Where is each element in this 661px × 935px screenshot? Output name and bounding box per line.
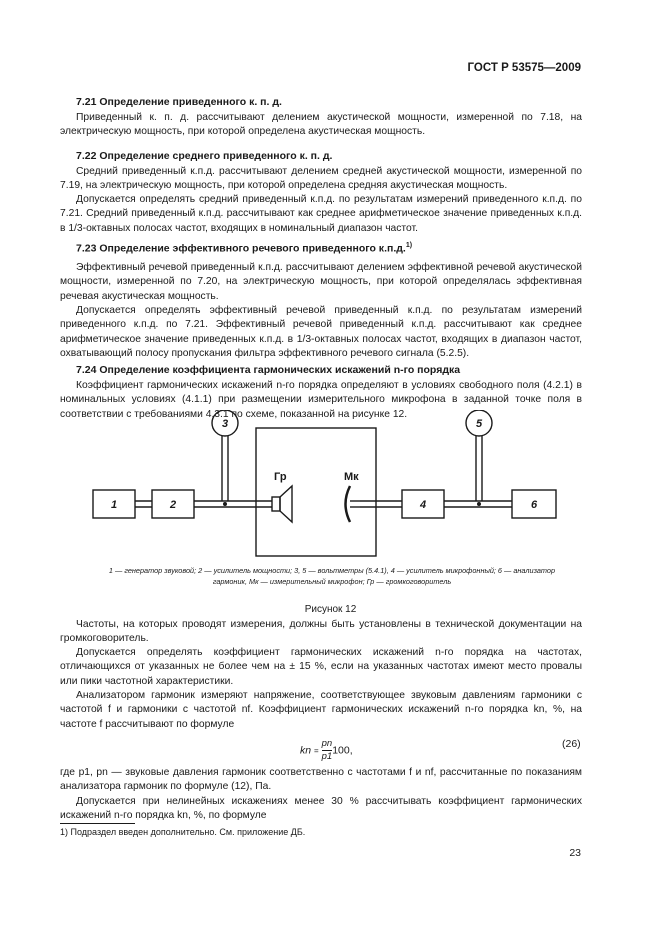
footnote: 1) Подраздел введен дополнительно. См. приложение ДБ.	[60, 827, 306, 837]
block-1-label: 1	[110, 499, 118, 511]
paragraph: Частоты, на которых проводят измерения, должны быть установлены в технической документации на громкоговоритель.	[60, 619, 582, 645]
paragraph: Анализатором гармоник измеряют напряжение, соответствующее звуковым давлениям гармоники с частотой f и гармоники с частотой nf. Коэффициент гармонических искажений n-го порядка kn, %, на частоте f рассчитывают по формуле	[60, 690, 582, 730]
figure-caption: 1 — генератор звуковой; 2 — усилитель мощности; 3, 5 — вольтметры (5.4.1), 4 — усилитель микрофонный; 6 — анализатор гармоник, Мк — измерительный микрофон; Гр — громкоговоритель	[108, 566, 556, 586]
meter-5-label: 5	[475, 418, 483, 430]
page-number: 23	[569, 847, 581, 859]
paragraph: Допускается при нелинейных искажениях менее 30 % рассчитывать коэффициент гармонических искажений n-го порядка kn, %, по формуле	[60, 796, 582, 822]
paragraph: Приведенный к. п. д. рассчитывают делением акустической мощности, измеренной по 7.18, на электрическую мощность, при которой определена акустическая мощность.	[60, 112, 582, 138]
paragraph: Допускается определять коэффициент гармонических искажений n-го порядка на частотах, отличающихся от указанных не более чем на ± 15 %, если на указанных частотах имеют место провалы или пики частотной характеристики.	[60, 647, 582, 687]
block-6-label: 6	[530, 499, 538, 511]
block-4-label: 4	[419, 499, 427, 511]
footnote-rule	[60, 823, 135, 824]
standard-header: ГОСТ Р 53575—2009	[467, 62, 581, 74]
figure-12-diagram	[60, 410, 600, 560]
paragraph: Средний приведенный к.п.д. рассчитывают делением средней акустической мощности, измеренной по 7.19, на электрическую мощность, при которой определена средняя акустическая мощность.	[60, 166, 582, 192]
paragraph: Коэффициент гармонических искажений n-го порядка определяют в условиях свободного поля (4.2.1) в номинальных условиях (4.1.1) при размещении измерительного микрофона в заданной точке поля в соответствии с требованиями 4.3.1 по схеме, показанной на рисунке 12.	[60, 380, 582, 420]
paragraph: Допускается определять эффективный речевой приведенный к.п.д. по результатам измерений приведенного к.п.д. по 7.21. Эффективный речевой приведенный к.п.д. рассчитывают как среднее арифметическое значение приведенных к.п.д. в 1/3-октавных полосах частот, входящих в диапазон частот, охватывающий полосу пропускания фильтра эффективного речевого сигнала (5.2.5).	[60, 305, 582, 359]
paragraph: Эффективный речевой приведенный к.п.д. рассчитывают делением эффективной речевой акустической мощности, измеренной по 7.20, на электрическую мощность, при которой определялась эффективная речевая акустическая мощность.	[60, 262, 582, 302]
section-heading-7-23: 7.23 Определение эффективного речевого приведенного к.п.д.$^{1)}$	[76, 242, 413, 255]
speaker-label: Гр	[274, 471, 287, 483]
paragraph: Допускается определять средний приведенный к.п.д. по результатам измерений приведенного к.п.д. по 7.21. Средний приведенный к.п.д. рассчитывают как среднее арифметическое значение приведенных к.п.д. в 1/3-октавных полосах частот, входящих в номинальный диапазон частот.	[60, 194, 582, 234]
figure-title: Рисунок 12	[304, 604, 357, 615]
speaker-icon	[272, 497, 280, 511]
section-heading-7-24: 7.24 Определение коэффициента гармонических искажений n-го порядка	[76, 364, 461, 376]
microphone-icon	[346, 486, 351, 522]
meter-3-label: 3	[221, 418, 229, 430]
section-heading-7-21: 7.21 Определение приведенного к. п. д.	[76, 96, 282, 108]
anechoic-box	[256, 428, 376, 556]
section-heading-7-22: 7.22 Определение среднего приведенного к. п. д.	[76, 150, 333, 162]
mic-label: Мк	[344, 471, 359, 483]
where-clause: где p1, pn — звуковые давления гармоник соответственно с частотами f и nf, рассчитанные по показаниям анализатора гармоник по формуле (12), Па.	[60, 767, 582, 793]
formula-26: kn = $\frac{pn}{p1}$ 100,	[300, 738, 353, 762]
formula-number: (26)	[562, 738, 581, 750]
block-2-label: 2	[169, 499, 177, 511]
